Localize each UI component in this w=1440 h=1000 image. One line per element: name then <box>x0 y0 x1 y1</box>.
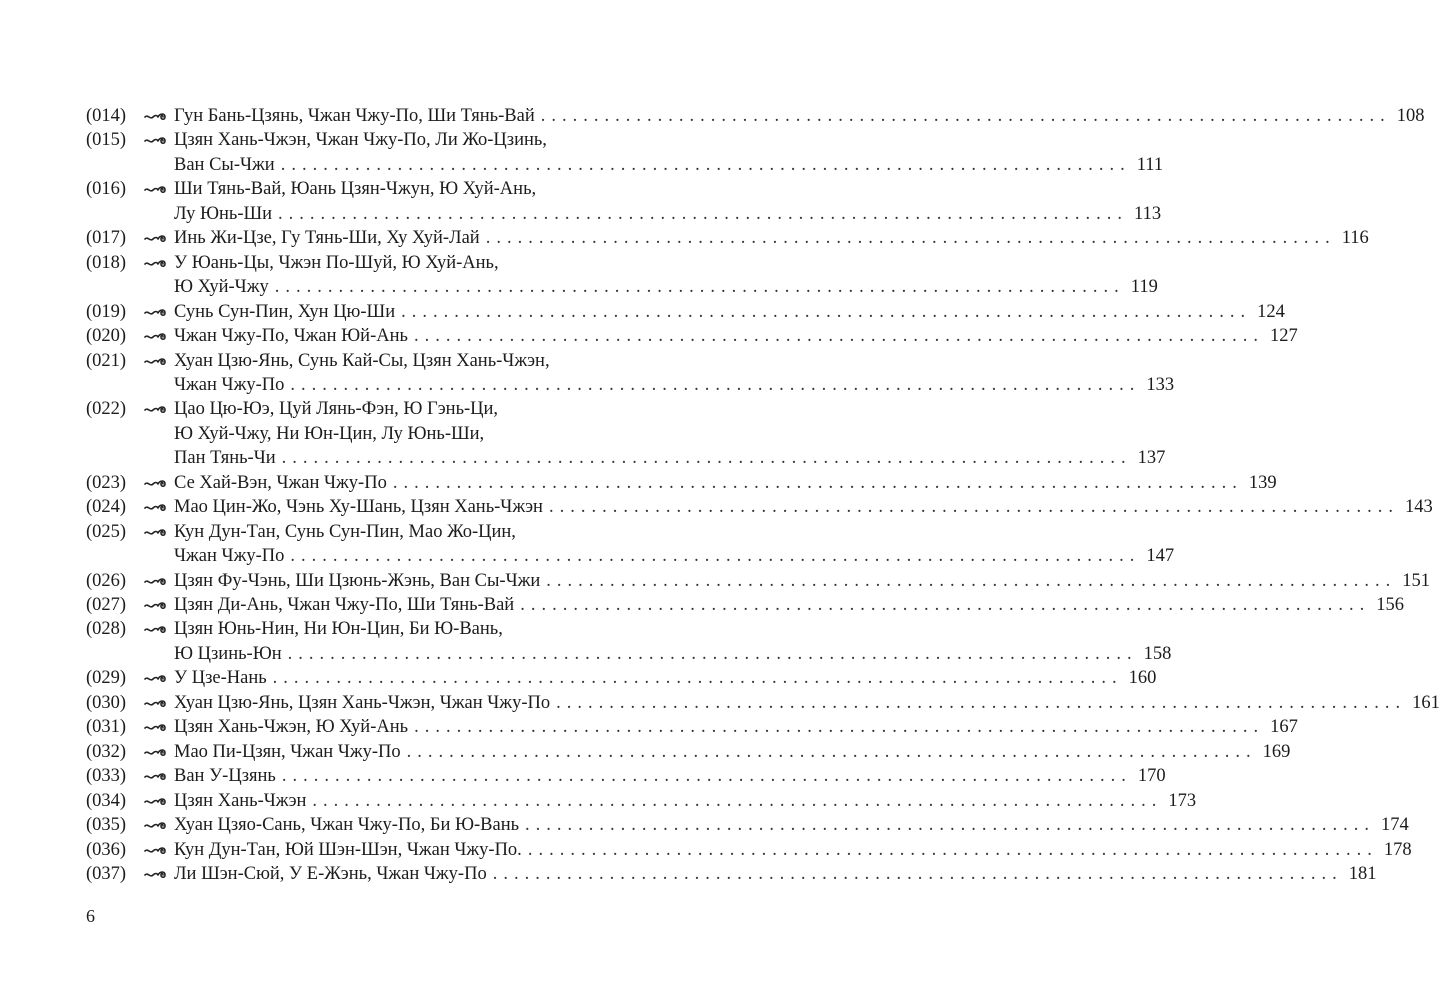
entry-authors: Чжан Чжу-По <box>174 374 285 395</box>
leader-dots: ................................................................................ <box>413 326 1264 347</box>
entry-authors: Кун Дун-Тан, Сунь Сун-Пин, Мао Жо-Цин, <box>174 521 516 542</box>
toc-entry <box>0 763 1166 789</box>
entry-page: 181 <box>1348 863 1377 884</box>
entry-authors: Цзян Фу-Чэнь, Ши Цзюнь-Жэнь, Ван Сы-Чжи <box>174 570 541 591</box>
entry-authors: Хуан Цзю-Янь, Цзян Хань-Чжэн, Чжан Чжу-По <box>174 692 551 713</box>
entry-number: (020) <box>86 326 127 347</box>
leader-dots: ................................................................................ <box>492 863 1343 884</box>
entry-text-row <box>174 714 1298 740</box>
leader-dots: ................................................................................ <box>281 448 1132 469</box>
entry-text-row <box>174 103 1425 129</box>
entry-authors: Ю Хуй-Чжу, Ни Юн-Цин, Лу Юнь-Ши, <box>174 423 485 444</box>
toc-entry <box>0 861 1377 887</box>
entry-number: (033) <box>86 766 127 787</box>
toc-entry <box>0 127 691 153</box>
entry-text-row <box>174 568 1431 594</box>
entry-authors: Ю Хуй-Чжу <box>174 277 269 298</box>
toc-entry <box>0 348 691 374</box>
toc-entry <box>0 470 1277 496</box>
entry-authors: Хуан Цзяо-Сань, Чжан Чжу-По, Би Ю-Вань <box>174 815 520 836</box>
entry-authors: Цао Цю-Юэ, Цуй Лянь-Фэн, Ю Гэнь-Ци, <box>174 399 499 420</box>
entry-text-row <box>174 250 604 276</box>
entry-text-row <box>174 788 1197 814</box>
leader-dots: ................................................................................ <box>278 203 1129 224</box>
entry-text-row <box>174 372 1175 398</box>
entry-text-row <box>174 396 604 422</box>
leader-dots: ................................................................................ <box>280 154 1131 175</box>
ornament-icon <box>144 598 168 612</box>
entry-page: 156 <box>1376 595 1404 615</box>
entry-number: (029) <box>86 668 127 689</box>
entry-text-row <box>174 763 1166 789</box>
entry-number: (014) <box>86 106 127 126</box>
entry-page: 173 <box>1168 790 1197 811</box>
ornament-icon <box>144 231 168 245</box>
toc-entry <box>0 103 1425 129</box>
toc-entry-continuation <box>0 274 1158 300</box>
entry-number: (026) <box>86 570 127 591</box>
entry-page: 169 <box>1262 741 1291 762</box>
entry-page: 119 <box>1130 277 1158 298</box>
entry-page: 143 <box>1404 497 1433 518</box>
entry-page: 161 <box>1412 692 1440 713</box>
entry-authors: Цзян Ди-Ань, Чжан Чжу-По, Ши Тянь-Вай <box>174 595 515 615</box>
leader-dots: ................................................................................ <box>485 228 1336 249</box>
toc-entry <box>0 323 1298 349</box>
entry-authors: Сунь Сун-Пин, Хун Цю-Ши <box>174 301 396 322</box>
page-number: 6 <box>86 906 95 926</box>
entry-authors: У Юань-Цы, Чжэн По-Шуй, Ю Хуй-Ань, <box>174 252 499 273</box>
entry-text-row <box>174 348 604 374</box>
toc-entry <box>0 812 1409 838</box>
entry-page: 174 <box>1381 815 1409 836</box>
entry-number: (028) <box>86 619 127 640</box>
ornament-icon <box>144 109 168 123</box>
entry-text-row <box>174 152 1164 178</box>
entry-number: (017) <box>86 228 127 249</box>
entry-text-row <box>174 176 604 202</box>
entry-number: (016) <box>86 179 127 200</box>
toc-entry <box>0 568 1431 594</box>
entry-authors: Се Хай-Вэн, Чжан Чжу-По <box>174 472 387 493</box>
entry-number: (022) <box>86 399 127 420</box>
entry-authors: Чжан Чжу-По <box>174 546 285 567</box>
leader-dots: ................................................................................ <box>414 717 1265 738</box>
entry-number: (032) <box>86 741 127 762</box>
entry-authors: Лу Юнь-Ши <box>174 203 273 224</box>
entry-page: 160 <box>1128 668 1157 689</box>
entry-page: 147 <box>1146 546 1175 567</box>
entry-number: (024) <box>86 497 127 518</box>
entry-text-row <box>174 421 604 447</box>
entry-page: 127 <box>1269 326 1298 347</box>
entry-page: 170 <box>1137 766 1166 787</box>
entry-authors: Ван Сы-Чжи <box>174 154 275 175</box>
leader-dots: ................................................................................ <box>290 374 1141 395</box>
toc-entry <box>0 299 1285 325</box>
entry-number: (015) <box>86 130 127 151</box>
leader-dots: ................................................................................ <box>312 790 1163 811</box>
entry-authors: Цзян Хань-Чжэн, Ю Хуй-Ань <box>174 717 409 738</box>
entry-text-row <box>174 641 1172 667</box>
entry-authors: Чжан Чжу-По, Чжан Юй-Ань <box>174 326 408 347</box>
toc-entry <box>0 837 1412 863</box>
entry-number: (036) <box>86 839 127 860</box>
leader-dots: ................................................................................ <box>546 570 1397 591</box>
ornament-icon <box>144 329 168 343</box>
entry-authors: Ли Шэн-Сюй, У Е-Жэнь, Чжан Чжу-По <box>174 863 487 884</box>
toc-entry <box>0 739 1291 765</box>
entry-text-row <box>174 201 1162 227</box>
ornament-icon <box>144 133 168 147</box>
entry-text-row <box>174 323 1298 349</box>
entry-authors: Цзян Хань-Чжэн <box>174 790 307 811</box>
ornament-icon <box>144 305 168 319</box>
ornament-icon <box>144 500 168 514</box>
entry-number: (037) <box>86 863 127 884</box>
entry-text-row <box>174 127 604 153</box>
toc-entry <box>0 396 691 422</box>
entry-text-row <box>174 690 1440 716</box>
toc-entry <box>0 250 691 276</box>
toc-entry-continuation <box>0 543 1175 569</box>
entry-number: (030) <box>86 692 127 713</box>
leader-dots: ................................................................................ <box>548 497 1399 518</box>
entry-text-row <box>174 665 1157 691</box>
entry-text-row <box>174 861 1377 887</box>
ornament-icon <box>144 696 168 710</box>
entry-text-row <box>174 543 1175 569</box>
leader-dots: ................................................................................ <box>556 692 1407 713</box>
entry-page: 124 <box>1257 301 1285 322</box>
entry-text-row <box>174 225 1369 251</box>
entry-number: (025) <box>86 521 127 542</box>
toc-entry <box>0 665 1157 691</box>
entry-page: 113 <box>1134 203 1162 224</box>
entry-authors: Цзян Хань-Чжэн, Чжан Чжу-По, Ли Жо-Цзинь, <box>174 130 547 151</box>
entry-text-row <box>174 470 1277 496</box>
toc-entry-continuation <box>0 641 1172 667</box>
toc-entry-continuation <box>0 421 691 447</box>
leader-dots: ................................................................................ <box>274 277 1125 298</box>
ornament-icon <box>144 182 168 196</box>
entry-text-row <box>174 837 1412 863</box>
toc-entry <box>0 788 1197 814</box>
ornament-icon <box>144 354 168 368</box>
toc-entry <box>0 176 691 202</box>
toc-entry <box>0 616 691 642</box>
ornament-icon <box>144 867 168 881</box>
entry-page: 151 <box>1402 570 1431 591</box>
ornament-icon <box>144 256 168 270</box>
entry-page: 178 <box>1383 839 1412 860</box>
entry-page: 167 <box>1270 717 1298 738</box>
entry-page: 139 <box>1248 472 1277 493</box>
toc-entry-continuation <box>0 445 1166 471</box>
toc-entry <box>0 592 1404 618</box>
ornament-icon <box>144 525 168 539</box>
leader-dots: ................................................................................ <box>392 472 1243 493</box>
ornament-icon <box>144 769 168 783</box>
leader-dots: ................................................................................ <box>520 595 1371 615</box>
entry-authors: Ши Тянь-Вай, Юань Цзян-Чжун, Ю Хуй-Ань, <box>174 179 537 200</box>
entry-page: 116 <box>1341 228 1369 249</box>
ornament-icon <box>144 794 168 808</box>
entry-number: (021) <box>86 350 127 371</box>
ornament-icon <box>144 574 168 588</box>
leader-dots: ................................................................................ <box>406 741 1257 762</box>
toc-entry <box>0 519 691 545</box>
entry-authors: Ван У-Цзянь <box>174 766 276 787</box>
entry-text-row <box>174 299 1285 325</box>
ornament-icon <box>144 671 168 685</box>
entry-authors: Гун Бань-Цзянь, Чжан Чжу-По, Ши Тянь-Вай <box>174 106 535 126</box>
ornament-icon <box>144 745 168 759</box>
entry-text-row <box>174 592 1404 618</box>
entry-authors: Хуан Цзю-Янь, Сунь Кай-Сы, Цзян Хань-Чжэн, <box>174 350 550 371</box>
entry-text-row <box>174 494 1433 520</box>
leader-dots: ................................................................................ <box>540 106 1391 126</box>
ornament-icon <box>144 622 168 636</box>
toc-entry <box>0 225 1369 251</box>
ornament-icon <box>144 818 168 832</box>
entry-text-row <box>174 445 1166 471</box>
entry-number: (023) <box>86 472 127 493</box>
entry-page: 133 <box>1146 374 1175 395</box>
entry-authors: Цзян Юнь-Нин, Ни Юн-Цин, Би Ю-Вань, <box>174 619 503 640</box>
leader-dots: ................................................................................ <box>287 643 1138 664</box>
entry-number: (018) <box>86 252 127 273</box>
leader-dots: ................................................................................ <box>290 546 1141 567</box>
leader-dots: ................................................................................ <box>525 815 1376 836</box>
entry-number: (031) <box>86 717 127 738</box>
entry-authors: Кун Дун-Тан, Юй Шэн-Шэн, Чжан Чжу-По. <box>174 839 522 860</box>
entry-page: 158 <box>1143 643 1172 664</box>
toc-entry <box>0 690 1440 716</box>
ornament-icon <box>144 402 168 416</box>
entry-page: 111 <box>1136 154 1164 175</box>
leader-dots: ................................................................................ <box>281 766 1132 787</box>
ornament-icon <box>144 843 168 857</box>
entry-page: 108 <box>1396 106 1425 126</box>
leader-dots: ................................................................................ <box>401 301 1252 322</box>
ornament-icon <box>144 476 168 490</box>
leader-dots: ................................................................................ <box>272 668 1123 689</box>
ornament-icon <box>144 720 168 734</box>
toc-entry-continuation <box>0 201 1162 227</box>
entry-authors: Ю Цзинь-Юн <box>174 643 282 664</box>
toc-entry-continuation <box>0 152 1164 178</box>
entry-text-row <box>174 616 604 642</box>
entry-page: 137 <box>1137 448 1166 469</box>
toc-entry-continuation <box>0 372 1175 398</box>
entry-authors: Мао Пи-Цзян, Чжан Чжу-По <box>174 741 401 762</box>
leader-dots: ................................................................................ <box>527 839 1378 860</box>
entry-number: (027) <box>86 595 127 615</box>
entry-authors: Пан Тянь-Чи <box>174 448 276 469</box>
entry-text-row <box>174 812 1409 838</box>
entry-text-row <box>174 739 1291 765</box>
entry-text-row <box>174 519 604 545</box>
entry-number: (019) <box>86 301 127 322</box>
entry-authors: У Цзе-Нань <box>174 668 267 689</box>
toc-entry <box>0 494 1433 520</box>
entry-number: (034) <box>86 790 127 811</box>
toc-entry <box>0 714 1298 740</box>
entry-authors: Мао Цин-Жо, Чэнь Ху-Шань, Цзян Хань-Чжэн <box>174 497 543 518</box>
entry-number: (035) <box>86 815 127 836</box>
entry-authors: Инь Жи-Цзе, Гу Тянь-Ши, Ху Хуй-Лай <box>174 228 480 249</box>
entry-text-row <box>174 274 1158 300</box>
